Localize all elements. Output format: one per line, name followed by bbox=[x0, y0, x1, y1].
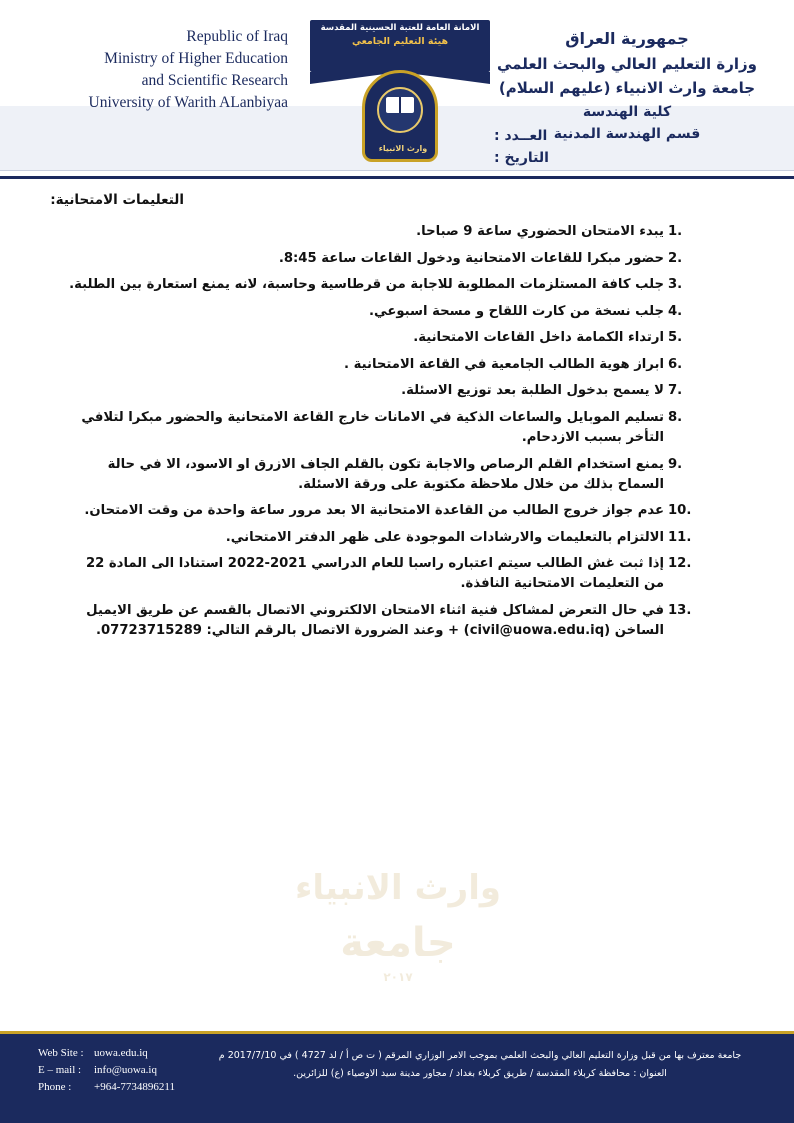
list-item-text: إذا ثبت غش الطالب سيتم اعتباره راسبا للعام الدراسي 2021-2022 استنادا الى المادة 22 من التعليمات الامتحانية النافذة. bbox=[85, 556, 664, 592]
list-item bbox=[62, 554, 694, 594]
list-item-index: 3. bbox=[668, 277, 683, 293]
emblem-shield-icon bbox=[362, 70, 438, 162]
instructions-heading: التعليمات الامتحانية: bbox=[50, 192, 184, 208]
document-body bbox=[0, 186, 794, 1036]
footer-email-value[interactable]: info@uowa.iq bbox=[94, 1064, 157, 1077]
header-en-line-4: University of Warith ALanbiyaa bbox=[88, 94, 288, 111]
document-footer bbox=[0, 1031, 794, 1123]
list-item-text: ابراز هوية الطالب الجامعية في القاعة الامتحانية . bbox=[344, 356, 664, 372]
emblem-ribbon-text bbox=[310, 22, 490, 49]
footer-arabic-line-2: العنوان : محافظة كربلاء المقدسة / طريق كربلاء بغداد / مجاور مدينة سيد الاوصياء (ع) للزائرين. bbox=[293, 1067, 667, 1079]
footer-email-row bbox=[38, 1062, 175, 1079]
footer-arabic-line-1: جامعة معترف بها من قبل وزارة التعليم العالي والبحث العلمي بموجب الامر الوزاري المرقم ( ت ص أ / لد 4727 ) في 2017/7/10 م bbox=[218, 1050, 742, 1061]
list-item-text: لا يسمح بدخول الطلبة بعد توزيع الاسئلة. bbox=[401, 383, 664, 399]
list-item-index: 1. bbox=[668, 224, 683, 239]
list-item bbox=[62, 528, 694, 548]
list-item-text: ارتداء الكمامة داخل القاعات الامتحانية. bbox=[413, 330, 664, 346]
list-item bbox=[62, 601, 694, 641]
list-item bbox=[62, 381, 694, 401]
list-item-index: 6. bbox=[668, 356, 683, 372]
header-divider bbox=[0, 176, 794, 179]
footer-contact-block bbox=[38, 1045, 175, 1096]
watermark-year: ٢٠١٧ bbox=[383, 970, 413, 984]
list-item bbox=[62, 328, 694, 348]
list-item-index: 5. bbox=[668, 330, 683, 346]
page-watermark bbox=[243, 858, 553, 1008]
list-item-text: جلب كافة المستلزمات المطلوبة للاجابة من قرطاسية وحاسبة، لانه يمنع استعارة بين الطلبة. bbox=[69, 277, 664, 293]
emblem-ribbon-line-1: الامانة العامة للعتبة الحسينية المقدسة bbox=[320, 23, 480, 33]
emblem-ribbon-line-2: هيئة التعليم الجامعي bbox=[351, 35, 449, 47]
list-item bbox=[62, 501, 694, 521]
header-en-line-1: Republic of Iraq bbox=[186, 28, 288, 45]
header-ar-line-4: كلية الهندسة bbox=[582, 103, 672, 120]
list-item bbox=[62, 408, 694, 448]
footer-accent-line bbox=[0, 1031, 794, 1034]
footer-phone-row bbox=[38, 1079, 175, 1096]
emblem-book-icon bbox=[386, 97, 414, 113]
list-item-index: 13. bbox=[668, 602, 692, 618]
footer-arabic-block bbox=[200, 1047, 760, 1082]
list-item-text: عدم جواز خروج الطالب من القاعدة الامتحانية الا بعد مرور ساعة واحدة من وقت الامتحان. bbox=[84, 503, 664, 519]
list-item-index: 7. bbox=[668, 383, 683, 399]
watermark-line-2: جامعة bbox=[340, 920, 456, 966]
header-en-line-2: Ministry of Higher Education bbox=[104, 50, 288, 67]
document-number-label: العــدد : bbox=[494, 128, 548, 144]
list-item-index: 11. bbox=[668, 529, 692, 545]
list-item bbox=[62, 455, 694, 495]
list-item-text: تسليم الموبايل والساعات الذكية في الامانات خارج القاعة الامتحانية والحضور مبكرا لتلافي التأخر بسبب الازدحام. bbox=[81, 409, 664, 445]
header-ar-line-5: قسم الهندسة المدنية bbox=[553, 126, 701, 143]
list-item-text: جلب نسخة من كارت اللقاح و مسحة اسبوعي. bbox=[369, 303, 664, 319]
list-item-index: 4. bbox=[668, 303, 683, 319]
header-ar-line-3: جامعة وارث الانبياء (عليهم السلام) bbox=[498, 79, 756, 98]
list-item bbox=[62, 249, 694, 269]
list-item-text: يبدء الامتحان الحضوري ساعة 9 صباحا. bbox=[416, 224, 664, 239]
university-emblem bbox=[310, 6, 490, 174]
document-date-label: التاريخ : bbox=[494, 150, 549, 166]
list-item-index: 8. bbox=[668, 409, 683, 425]
header-ar-line-2: وزارة التعليم العالي والبحث العلمي bbox=[496, 54, 758, 73]
list-item-index: 9. bbox=[668, 456, 683, 472]
footer-website-value[interactable]: uowa.edu.iq bbox=[94, 1047, 148, 1059]
header-ar-line-1: جمهورية العراق bbox=[565, 29, 689, 48]
footer-website-row bbox=[38, 1045, 175, 1062]
watermark-line-1: وارث الانبياء bbox=[294, 868, 501, 908]
list-item-index: 2. bbox=[668, 250, 683, 266]
list-item-text: حضور مبكرا للقاعات الامتحانية ودخول القاعات ساعة 8:45. bbox=[278, 250, 664, 266]
emblem-shield-label: وارث الانبياء bbox=[378, 144, 428, 153]
footer-email-label: E – mail : bbox=[38, 1064, 82, 1077]
list-item bbox=[62, 275, 694, 295]
list-item-index: 12. bbox=[668, 556, 692, 572]
instructions-list bbox=[62, 222, 716, 648]
list-item-text: الالتزام بالتعليمات والارشادات الموجودة على ظهر الدفتر الامتحاني. bbox=[225, 529, 664, 545]
footer-website-label: Web Site : bbox=[38, 1047, 84, 1059]
header-divider-thin bbox=[0, 170, 794, 171]
list-item-text: في حال التعرض لمشاكل فنية اثناء الامتحان الالكتروني الاتصال بالقسم عن طريق الايميل الساخن (civil@uowa.edu.iq) + وعند الضرورة الاتصال بالرقم التالي: 07723715289. bbox=[86, 602, 664, 638]
footer-phone-value: +964-7734896211 bbox=[94, 1081, 175, 1094]
header-en-line-3: and Scientific Research bbox=[141, 72, 288, 89]
list-item bbox=[62, 355, 694, 375]
list-item-index: 10. bbox=[668, 503, 692, 519]
document-header bbox=[0, 0, 794, 178]
header-english-block bbox=[18, 26, 288, 114]
list-item bbox=[62, 222, 694, 242]
list-item bbox=[62, 302, 694, 322]
footer-phone-label: Phone : bbox=[38, 1081, 72, 1094]
list-item-text: يمنع استخدام القلم الرصاص والاجابة تكون بالقلم الجاف الازرق او الاسود، الا في حالة السماح بذلك من خلال ملاحظة مكتوبة على ورقة الاسئلة. bbox=[107, 456, 664, 492]
